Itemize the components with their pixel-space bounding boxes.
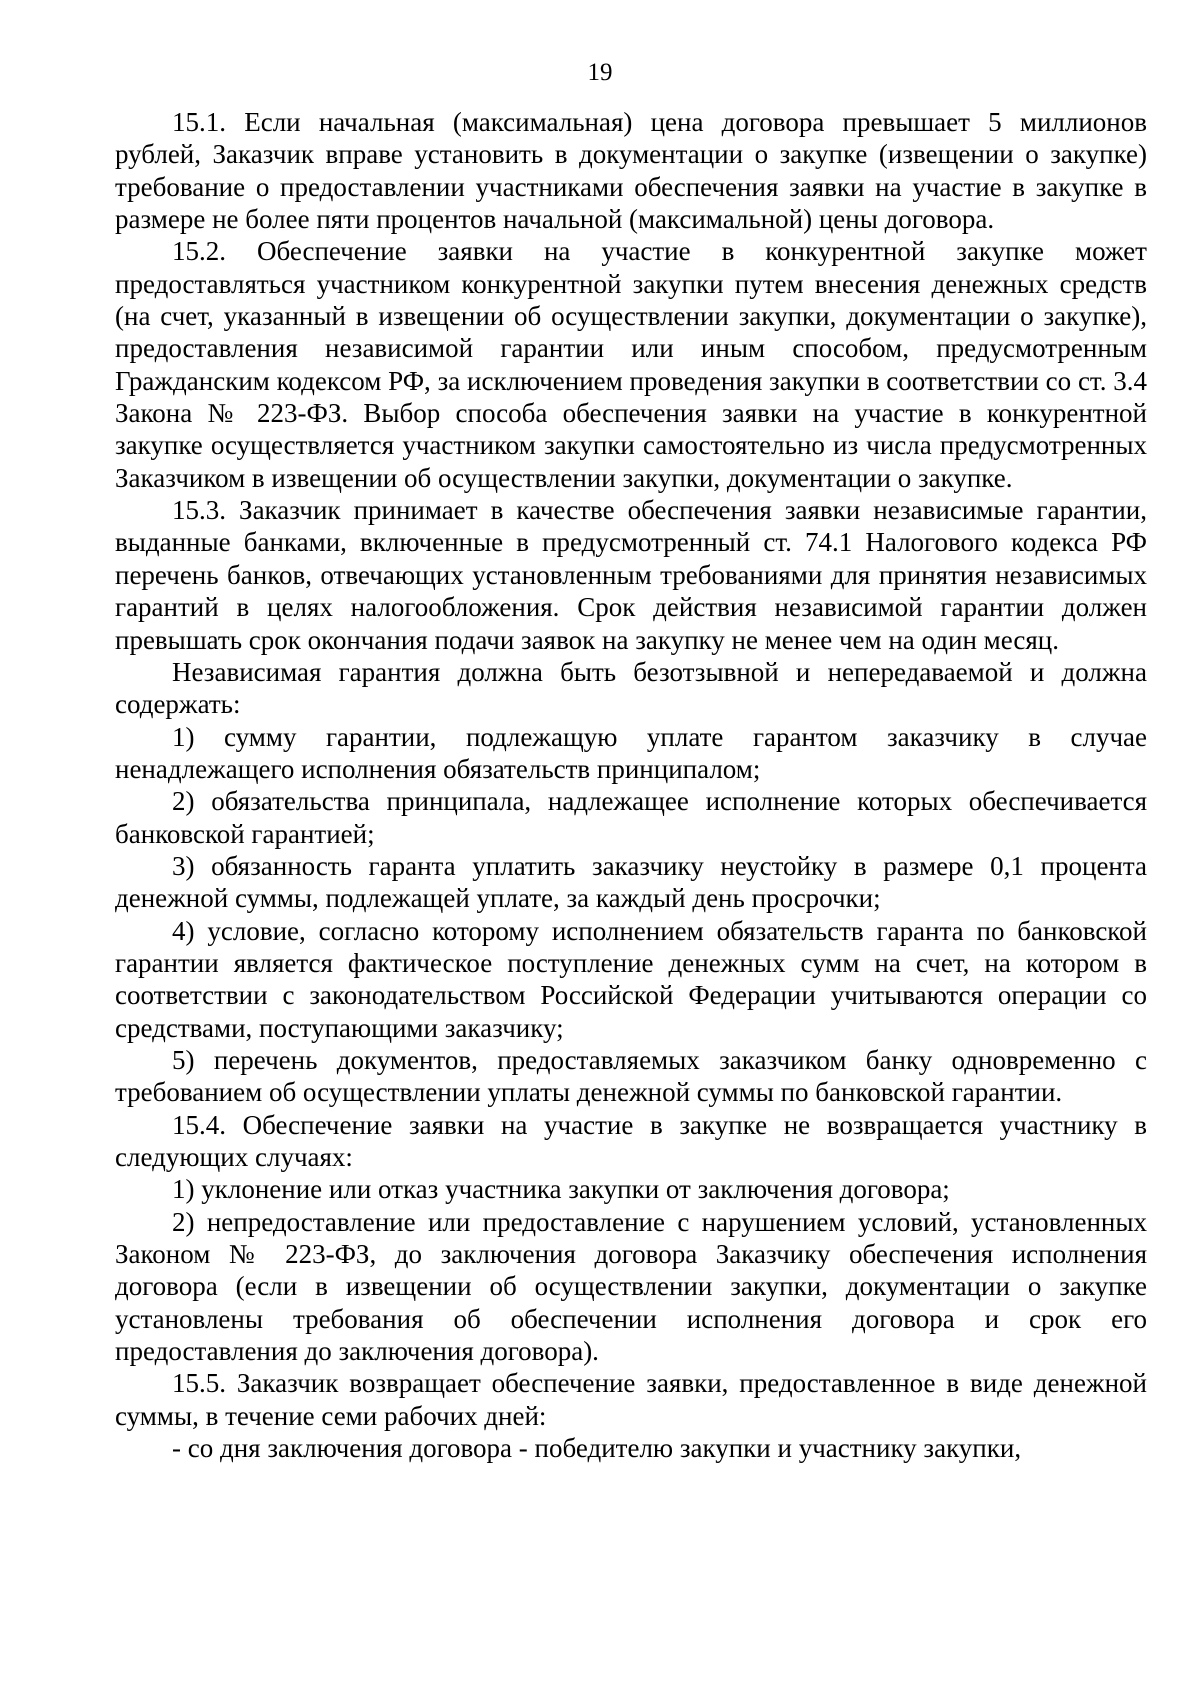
paragraph-15-5: 15.5. Заказчик возвращает обеспечение заявки, предоставленное в виде денежной суммы, в течение семи рабочих дней:	[115, 1368, 1147, 1431]
document-body	[115, 106, 1147, 1464]
list-item-5: 5) перечень документов, предоставляемых заказчиком банку одновременно с требованием об осуществлении уплаты денежной суммы по банковской гарантии.	[115, 1044, 1147, 1108]
page-number: 19	[587, 59, 613, 86]
list-item-2: 2) обязательства принципала, надлежащее исполнение которых обеспечивается банковской гарантией;	[115, 786, 1147, 849]
list-item-4: 4) условие, согласно которому исполнением обязательств гаранта по банковской гарантии является фактическое поступление денежных сумм на счет, на котором в соответствии с законодательством Российской Федерации учитываются операции со средствами, поступающими заказчику;	[115, 915, 1147, 1043]
paragraph-guarantee-intro: Независимая гарантия должна быть безотзывной и непередаваемой и должна содержать:	[115, 656, 1147, 720]
paragraph-15-3: 15.3. Заказчик принимает в качестве обеспечения заявки независимые гарантии, выданные банками, включенные в предусмотренный ст. 74.1 Налогового кодекса РФ перечень банков, отвечающих установленным требованиями для принятия независимых гарантий в целях налогообложения. Срок действия независимой гарантии должен превышать срок окончания подачи заявок на закупку не менее чем на один месяц.	[115, 495, 1147, 655]
case-item-1: 1) уклонение или отказ участника закупки от заключения договора;	[172, 1174, 950, 1205]
paragraph-15-2: 15.2. Обеспечение заявки на участие в конкурентной закупке может предоставляться участником конкурентной закупки путем внесения денежных средств (на счет, указанный в извещении об осуществлении закупки, документации о закупке), предоставления независимой гарантии или иным способом, предусмотренным Гражданским кодексом РФ, за исключением проведения закупки в соответствии со ст. 3.4 Закона № 223-ФЗ. Выбор способа обеспечения заявки на участие в конкурентной закупке осуществляется участником закупки самостоятельно из числа предусмотренных Заказчиком в извещении об осуществлении закупки, документации о закупке.	[115, 236, 1147, 493]
list-item-1: 1) сумму гарантии, подлежащую уплате гарантом заказчику в случае ненадлежащего исполнения обязательств принципалом;	[115, 721, 1147, 784]
return-item-1: - со дня заключения договора - победителю закупки и участнику закупки,	[172, 1433, 1022, 1464]
list-item-3: 3) обязанность гаранта уплатить заказчику неустойку в размере 0,1 процента денежной суммы, подлежащей уплате, за каждый день просрочки;	[115, 850, 1147, 914]
paragraph-15-1: 15.1. Если начальная (максимальная) цена договора превышает 5 миллионов рублей, Заказчик вправе установить в документации о закупке (извещении о закупке) требование о предоставлении участниками обеспечения заявки на участие в закупке в размере не более пяти процентов начальной (максимальной) цены договора.	[115, 107, 1147, 235]
case-item-2: 2) непредоставление или предоставление с нарушением условий, установленных Законом № 223-ФЗ, до заключения договора Заказчику обеспечения исполнения договора (если в извещении об осуществлении закупки, документации о закупке установлены требования об обеспечении исполнения договора и срок его предоставления до заключения договора).	[115, 1206, 1147, 1367]
paragraph-15-4: 15.4. Обеспечение заявки на участие в закупке не возвращается участнику в следующих случаях:	[115, 1109, 1147, 1172]
